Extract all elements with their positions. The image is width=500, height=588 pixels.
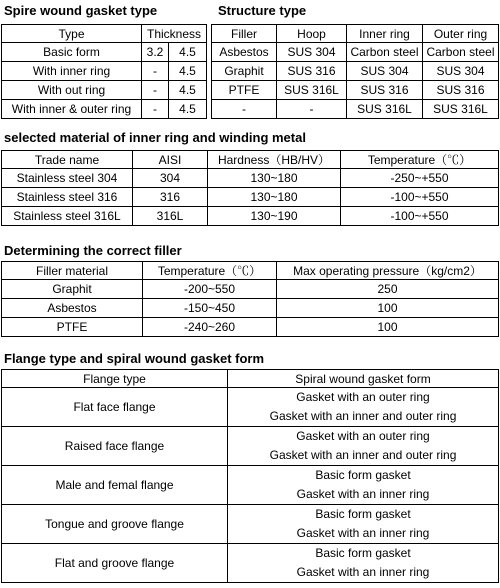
table-row bbox=[2, 318, 499, 337]
table-header-row bbox=[2, 25, 499, 43]
gasket-form-line: Basic form gasket bbox=[315, 468, 411, 482]
cell-trade-name: Stainless steel 316 bbox=[2, 188, 133, 207]
cell-flange-type: Tongue and groove flange bbox=[2, 505, 228, 544]
cell-hoop: SUS 304 bbox=[277, 43, 347, 62]
cell-filler: PTFE bbox=[212, 81, 277, 100]
filler-table bbox=[1, 261, 499, 337]
material-heading: selected material of inner ring and winding metal bbox=[4, 130, 306, 145]
header-hardness: Hardness（HB/HV） bbox=[208, 151, 341, 169]
gasket-form-line: Basic form gasket bbox=[315, 507, 411, 521]
gasket-type-heading: Spire wound gasket type bbox=[4, 3, 158, 18]
cell-thickness-b: 4.5 bbox=[169, 100, 207, 119]
gasket-form-line: Gasket with an inner and outer ring bbox=[269, 409, 457, 423]
header-trade-name: Trade name bbox=[2, 151, 133, 169]
table-row bbox=[2, 43, 499, 62]
cell-hoop: - bbox=[277, 100, 347, 119]
header-hoop: Hoop bbox=[277, 25, 347, 43]
cell-aisi: 316 bbox=[133, 188, 208, 207]
header-inner-ring: Inner ring bbox=[347, 25, 423, 43]
gasket-form-line: Gasket with an outer ring bbox=[296, 429, 430, 443]
cell-outer-ring: SUS 304 bbox=[423, 62, 499, 81]
cell-hardness: 130~180 bbox=[208, 188, 341, 207]
header-aisi: AISI bbox=[133, 151, 208, 169]
header-gasket-form: Spiral wound gasket form bbox=[228, 370, 499, 388]
cell-filler: Asbestos bbox=[212, 43, 277, 62]
cell-thickness-a: - bbox=[142, 100, 169, 119]
cell-thickness-b: 4.5 bbox=[169, 62, 207, 81]
cell-gasket-form bbox=[228, 427, 499, 466]
cell-max-pressure: 250 bbox=[277, 280, 499, 299]
table-row bbox=[2, 280, 499, 299]
cell-temperature: -150~450 bbox=[143, 299, 277, 318]
cell-filler-material: Graphit bbox=[2, 280, 143, 299]
cell-thickness-b: 4.5 bbox=[169, 43, 207, 62]
cell-trade-name: Stainless steel 316L bbox=[2, 207, 133, 226]
header-max-pressure: Max operating pressure（kg/cm2） bbox=[277, 262, 499, 280]
cell-max-pressure: 100 bbox=[277, 318, 499, 337]
header-temperature: Temperature（℃） bbox=[341, 151, 499, 169]
flange-table bbox=[1, 369, 499, 583]
cell-gasket-form bbox=[228, 388, 499, 427]
header-thickness: Thickness bbox=[142, 25, 207, 43]
flange-heading: Flange type and spiral wound gasket form bbox=[4, 351, 265, 366]
table-row bbox=[2, 81, 499, 100]
cell-thickness-a: - bbox=[142, 81, 169, 100]
header-temperature: Temperature（℃） bbox=[143, 262, 277, 280]
cell-thickness-a: - bbox=[142, 62, 169, 81]
cell-temperature: -100~+550 bbox=[341, 207, 499, 226]
cell-hoop: SUS 316L bbox=[277, 81, 347, 100]
header-filler-material: Filler material bbox=[2, 262, 143, 280]
table-row bbox=[2, 188, 499, 207]
cell-max-pressure: 100 bbox=[277, 299, 499, 318]
header-flange-type: Flange type bbox=[2, 370, 228, 388]
table-row bbox=[2, 207, 499, 226]
gasket-form-line: Gasket with an inner ring bbox=[296, 487, 430, 501]
table-row bbox=[2, 466, 499, 505]
cell-gasket-form bbox=[228, 505, 499, 544]
header-filler: Filler bbox=[212, 25, 277, 43]
table-row bbox=[2, 100, 499, 119]
cell-temperature: -240~260 bbox=[143, 318, 277, 337]
gasket-form-line: Basic form gasket bbox=[315, 546, 411, 560]
table-row bbox=[2, 544, 499, 583]
cell-trade-name: Stainless steel 304 bbox=[2, 169, 133, 188]
table-row bbox=[2, 62, 499, 81]
cell-thickness-b: 4.5 bbox=[169, 81, 207, 100]
cell-temperature: -200~550 bbox=[143, 280, 277, 299]
cell-type: With inner ring bbox=[2, 62, 142, 81]
cell-outer-ring: Carbon steel bbox=[423, 43, 499, 62]
cell-temperature: -100~+550 bbox=[341, 188, 499, 207]
header-type: Type bbox=[2, 25, 142, 43]
cell-type: With out ring bbox=[2, 81, 142, 100]
cell-type: Basic form bbox=[2, 43, 142, 62]
cell-hoop: SUS 316 bbox=[277, 62, 347, 81]
table-header-row bbox=[2, 151, 499, 169]
cell-flange-type: Flat face flange bbox=[2, 388, 228, 427]
cell-gasket-form bbox=[228, 544, 499, 583]
cell-aisi: 304 bbox=[133, 169, 208, 188]
cell-filler-material: Asbestos bbox=[2, 299, 143, 318]
table-row bbox=[2, 388, 499, 427]
filler-heading: Determining the correct filler bbox=[4, 243, 182, 258]
gasket-form-line: Gasket with an inner ring bbox=[296, 565, 430, 579]
gasket-form-line: Gasket with an inner and outer ring bbox=[269, 448, 457, 462]
cell-flange-type: Male and femal flange bbox=[2, 466, 228, 505]
gasket-form-line: Gasket with an outer ring bbox=[296, 390, 430, 404]
table-row bbox=[2, 299, 499, 318]
cell-inner-ring: SUS 304 bbox=[347, 62, 423, 81]
cell-type: With inner & outer ring bbox=[2, 100, 142, 119]
cell-flange-type: Raised face flange bbox=[2, 427, 228, 466]
cell-hardness: 130~180 bbox=[208, 169, 341, 188]
cell-temperature: -250~+550 bbox=[341, 169, 499, 188]
cell-filler-material: PTFE bbox=[2, 318, 143, 337]
structure-type-heading: Structure type bbox=[218, 3, 307, 18]
table-row bbox=[2, 169, 499, 188]
table-row bbox=[2, 505, 499, 544]
table-row bbox=[2, 427, 499, 466]
cell-flange-type: Flat and groove flange bbox=[2, 544, 228, 583]
table-header-row bbox=[2, 262, 499, 280]
gasket-form-line: Gasket with an inner ring bbox=[296, 526, 430, 540]
cell-thickness-a: 3.2 bbox=[142, 43, 169, 62]
cell-filler: Graphit bbox=[212, 62, 277, 81]
cell-filler: - bbox=[212, 100, 277, 119]
cell-aisi: 316L bbox=[133, 207, 208, 226]
gasket-type-table bbox=[1, 24, 499, 119]
table-header-row bbox=[2, 370, 499, 388]
cell-outer-ring: SUS 316L bbox=[423, 100, 499, 119]
cell-outer-ring: SUS 316 bbox=[423, 81, 499, 100]
cell-inner-ring: SUS 316 bbox=[347, 81, 423, 100]
material-table bbox=[1, 150, 499, 226]
cell-inner-ring: SUS 316L bbox=[347, 100, 423, 119]
header-outer-ring: Outer ring bbox=[423, 25, 499, 43]
cell-inner-ring: Carbon steel bbox=[347, 43, 423, 62]
cell-hardness: 130~190 bbox=[208, 207, 341, 226]
cell-gasket-form bbox=[228, 466, 499, 505]
